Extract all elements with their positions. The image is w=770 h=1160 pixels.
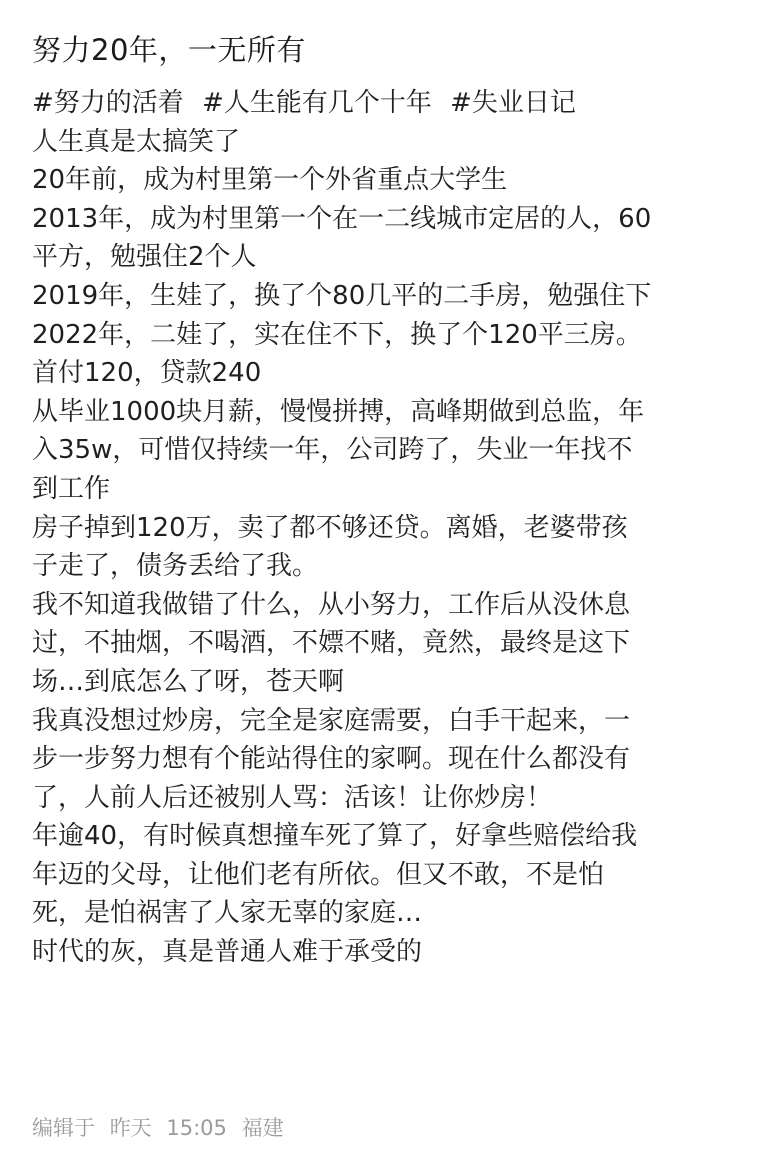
post-location: 福建 [241,1116,284,1140]
hashtag-link[interactable]: #努力的活着 [32,88,184,118]
body-line: 到工作 [32,473,111,504]
body-line: 2019年，生娃了，换了个80几平的二手房，勉强住下 [32,280,652,311]
edited-time: 15:05 [166,1116,227,1140]
hashtag-link[interactable]: #失业日记 [450,88,576,118]
edited-date: 昨天 [109,1116,152,1140]
body-line: 房子掉到120万，卖了都不够还贷。离婚，老婆带孩 [32,512,628,543]
body-line: 过，不抽烟，不喝酒，不嫖不赌，竟然，最终是这下 [32,628,631,659]
body-line: 从毕业1000块月薪，慢慢拼搏，高峰期做到总监，年 [32,396,645,427]
body-line: 年逾40，有时候真想撞车死了算了，好拿些赔偿给我 [32,821,638,852]
post-title: 努力20年，一无所有 [32,33,306,67]
body-line: 场…到底怎么了呀，苍天啊 [32,666,345,697]
body-line: 时代的灰，真是普通人难于承受的 [32,937,423,968]
body-line: 年迈的父母，让他们老有所依。但又不敢，不是怕 [32,859,605,890]
body-line: 2022年，二娃了，实在住不下，换了个120平三房。 [32,319,642,350]
body-line: 了，人前人后还被别人骂：活该！让你炒房！ [32,782,553,813]
body-line: 人生真是太搞笑了 [32,126,241,157]
body-line: 平方，勉强住2个人 [32,242,257,273]
body-line: 死，是怕祸害了人家无辜的家庭… [32,898,423,929]
edited-label: 编辑于 [32,1116,95,1140]
body-line: 步一步努力想有个能站得住的家啊。现在什么都没有 [32,744,631,775]
hashtag-row [32,84,744,123]
post-meta-footer [32,1112,292,1144]
body-line: 20年前，成为村里第一个外省重点大学生 [32,165,508,196]
body-line: 2013年，成为村里第一个在一二线城市定居的人，60 [32,203,652,234]
body-line: 首付120，贷款240 [32,358,262,389]
body-line: 子走了，债务丢给了我。 [32,551,319,582]
body-line: 我真没想过炒房，完全是家庭需要，白手干起来，一 [32,705,631,736]
body-line: 我不知道我做错了什么，从小努力，工作后从没休息 [32,589,631,620]
body-line: 入35w，可惜仅持续一年，公司跨了，失业一年找不 [32,435,633,466]
post-body [32,84,744,972]
hashtag-link[interactable]: #人生能有几个十年 [202,88,432,118]
